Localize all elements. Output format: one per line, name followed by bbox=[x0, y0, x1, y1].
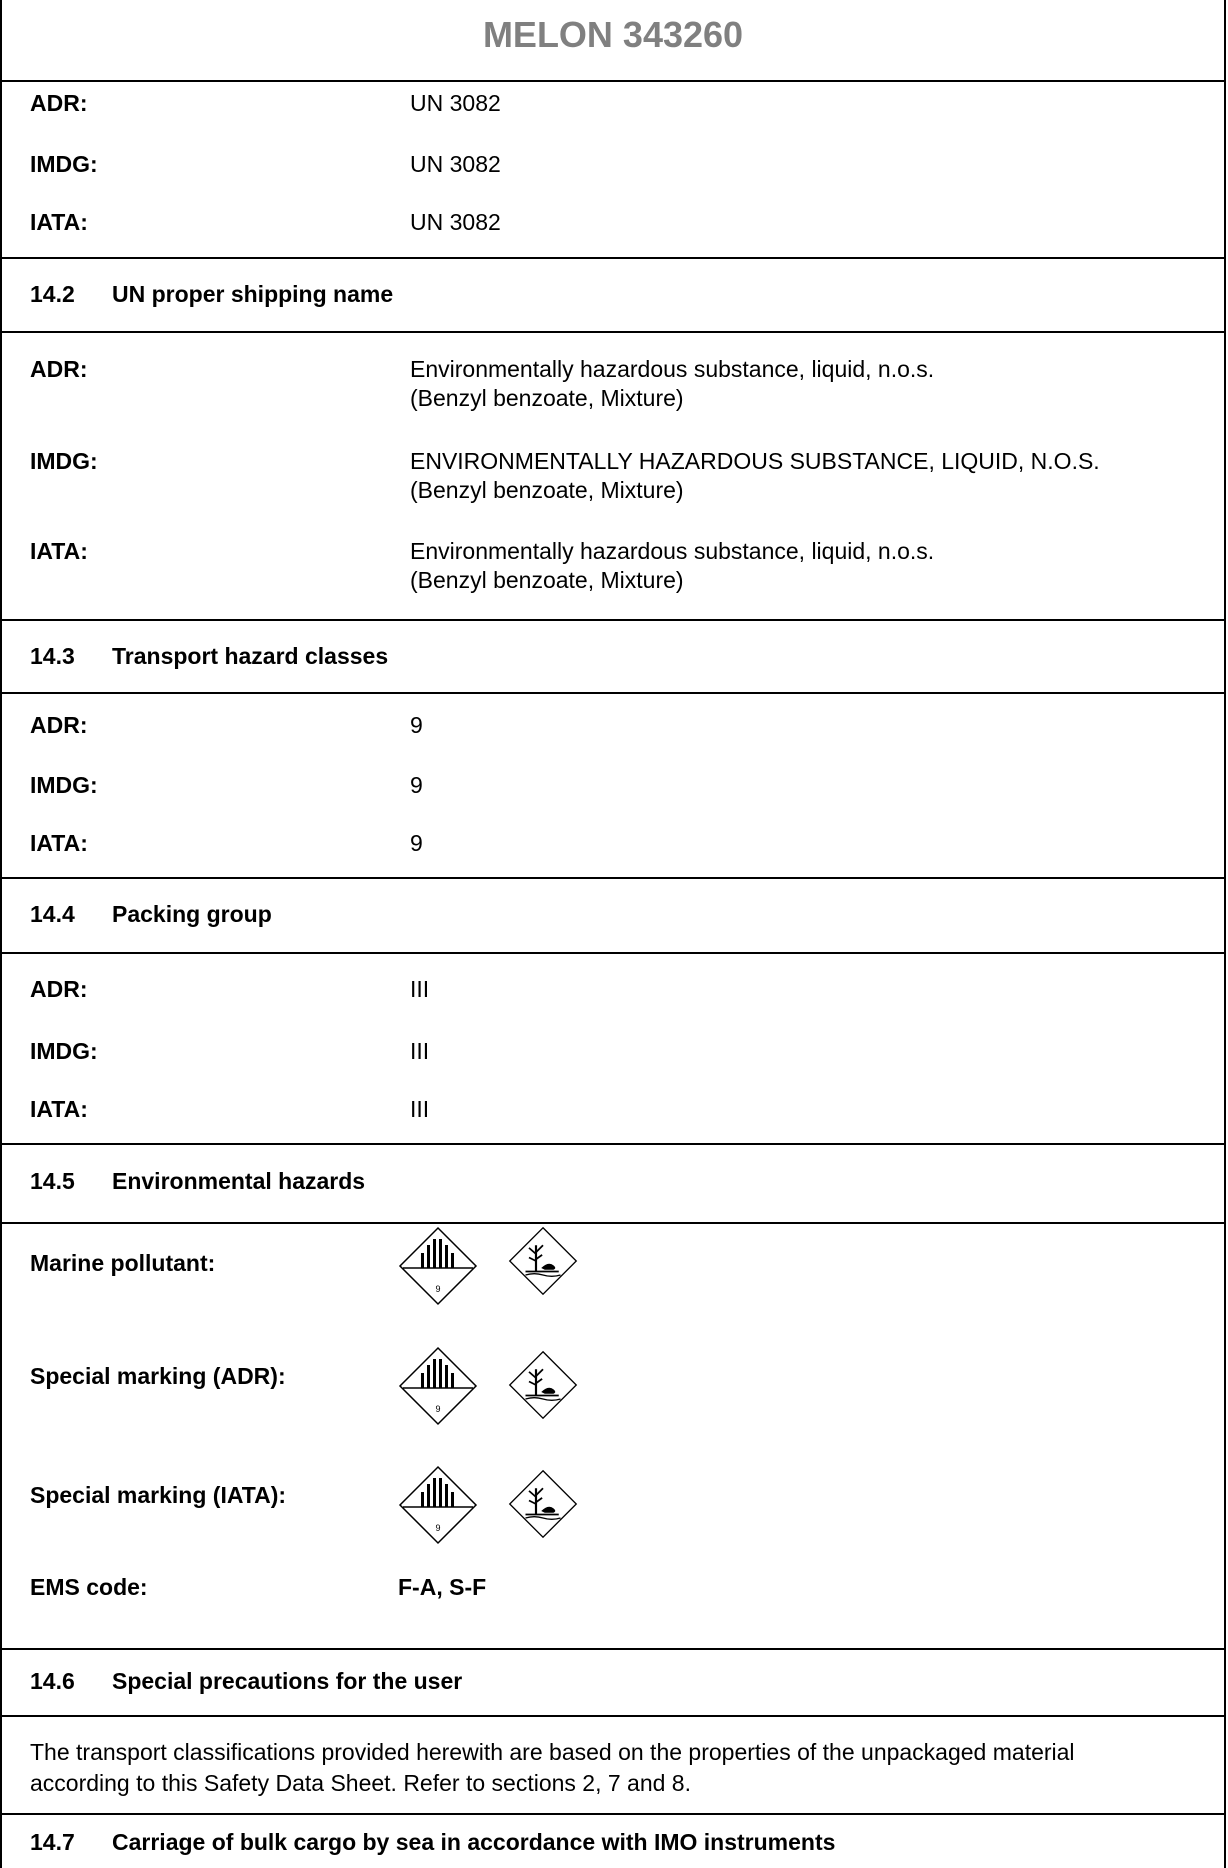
class-imdg-value: 9 bbox=[410, 772, 423, 798]
section-14-7-heading bbox=[30, 1825, 835, 1859]
class-iata-value: 9 bbox=[410, 830, 423, 856]
psn-iata-line2: (Benzyl benzoate, Mixture) bbox=[410, 567, 684, 593]
marine-pollutant-label: Marine pollutant: bbox=[30, 1250, 216, 1276]
un-imdg-label: IMDG: bbox=[30, 151, 98, 177]
special-marking-adr-label: Special marking (ADR): bbox=[30, 1363, 286, 1389]
pg-adr-label: ADR: bbox=[30, 976, 88, 1002]
section-14-6-heading bbox=[30, 1664, 462, 1698]
divider bbox=[2, 692, 1224, 694]
divider bbox=[2, 619, 1224, 621]
section-title: Packing group bbox=[112, 901, 272, 927]
section-number: 14.4 bbox=[30, 901, 75, 927]
divider bbox=[2, 1143, 1224, 1145]
un-adr-value: UN 3082 bbox=[410, 90, 501, 116]
divider bbox=[2, 1715, 1224, 1717]
section-number: 14.7 bbox=[30, 1829, 75, 1855]
product-title: MELON 343260 bbox=[482, 14, 744, 55]
section-title: Transport hazard classes bbox=[112, 643, 389, 669]
section-number: 14.2 bbox=[30, 281, 75, 307]
un-iata-label: IATA: bbox=[30, 209, 88, 235]
divider bbox=[2, 1813, 1224, 1815]
section-title: Special precautions for the user bbox=[112, 1668, 463, 1694]
divider bbox=[2, 331, 1224, 333]
ems-code-label: EMS code: bbox=[30, 1574, 148, 1600]
class-iata-label: IATA: bbox=[30, 830, 88, 856]
psn-adr-line1: Environmentally hazardous substance, liquid, n.o.s. bbox=[410, 356, 935, 382]
pg-adr-value: III bbox=[410, 976, 430, 1002]
section-title: Carriage of bulk cargo by sea in accordance with IMO instruments bbox=[112, 1829, 836, 1855]
section-title: UN proper shipping name bbox=[112, 281, 394, 307]
environment-hazard-icon bbox=[508, 1350, 578, 1420]
divider bbox=[2, 257, 1224, 259]
environment-hazard-icon bbox=[508, 1226, 578, 1296]
section-14-3-heading bbox=[30, 639, 388, 673]
class-9-miscellaneous-hazard-icon bbox=[398, 1226, 478, 1306]
divider bbox=[2, 877, 1224, 879]
pg-imdg-value: III bbox=[410, 1038, 430, 1064]
pg-imdg-label: IMDG: bbox=[30, 1038, 98, 1064]
divider bbox=[2, 1648, 1224, 1650]
section-14-2-heading bbox=[30, 277, 393, 311]
divider bbox=[2, 952, 1224, 954]
class-9-miscellaneous-hazard-icon bbox=[398, 1346, 478, 1426]
class-adr-label: ADR: bbox=[30, 712, 88, 738]
class-adr-value: 9 bbox=[410, 712, 423, 738]
psn-imdg-line1: ENVIRONMENTALLY HAZARDOUS SUBSTANCE, LIQUID, N.O.S. bbox=[410, 448, 1100, 474]
section-number: 14.3 bbox=[30, 643, 75, 669]
class-imdg-label: IMDG: bbox=[30, 772, 98, 798]
psn-imdg-line2: (Benzyl benzoate, Mixture) bbox=[410, 477, 684, 503]
section-number: 14.5 bbox=[30, 1168, 75, 1194]
section-14-4-heading bbox=[30, 897, 272, 931]
section-14-5-heading bbox=[30, 1164, 365, 1198]
ems-code-value: F-A, S-F bbox=[398, 1574, 487, 1600]
section-number: 14.6 bbox=[30, 1668, 75, 1694]
un-iata-value: UN 3082 bbox=[410, 209, 501, 235]
psn-adr-label: ADR: bbox=[30, 356, 88, 382]
psn-imdg-label: IMDG: bbox=[30, 448, 98, 474]
psn-iata-label: IATA: bbox=[30, 538, 88, 564]
divider bbox=[2, 80, 1224, 82]
un-imdg-value: UN 3082 bbox=[410, 151, 501, 177]
pg-iata-value: III bbox=[410, 1096, 430, 1122]
divider bbox=[2, 1222, 1224, 1224]
un-adr-label: ADR: bbox=[30, 90, 88, 116]
psn-iata-line1: Environmentally hazardous substance, liquid, n.o.s. bbox=[410, 538, 935, 564]
environment-hazard-icon bbox=[508, 1469, 578, 1539]
class-9-miscellaneous-hazard-icon bbox=[398, 1465, 478, 1545]
section-title: Environmental hazards bbox=[112, 1168, 366, 1194]
precautions-text: The transport classifications provided herewith are based on the properties of the unpackaged material according to this Safety Data Sheet. Refer to sections 2, 7 and 8. bbox=[30, 1739, 1075, 1796]
psn-adr-line2: (Benzyl benzoate, Mixture) bbox=[410, 385, 684, 411]
special-marking-iata-label: Special marking (IATA): bbox=[30, 1482, 287, 1508]
pg-iata-label: IATA: bbox=[30, 1096, 88, 1122]
